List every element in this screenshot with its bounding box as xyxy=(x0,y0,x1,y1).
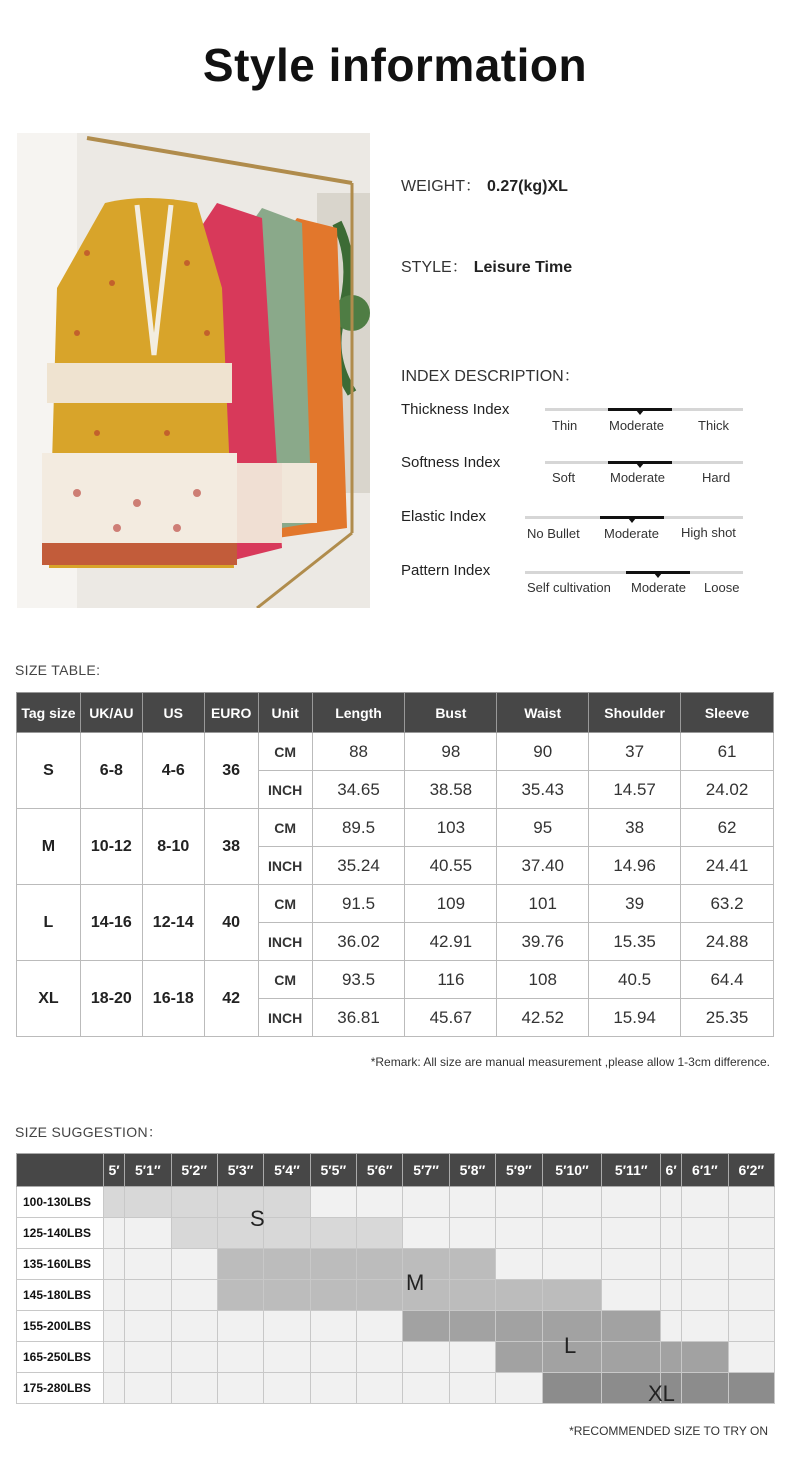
unit-cell: INCH xyxy=(258,847,312,885)
length-cell: 89.5 xyxy=(312,809,405,847)
height-header: 5′5″ xyxy=(310,1154,356,1187)
style-info xyxy=(401,254,572,277)
size-zone-cell-m xyxy=(449,1249,495,1280)
grid-cell xyxy=(104,1311,125,1342)
height-header: 6′ xyxy=(661,1154,682,1187)
grid-cell xyxy=(357,1373,403,1404)
unit-cell: CM xyxy=(258,961,312,999)
elastic-right: High shot xyxy=(681,525,736,540)
grid-cell xyxy=(217,1311,263,1342)
size-zone-cell-xl xyxy=(542,1373,602,1404)
size-zone-cell-l xyxy=(602,1342,661,1373)
size-zone-cell-s xyxy=(357,1218,403,1249)
pattern-marker xyxy=(654,573,662,578)
sleeve-cell: 63.2 xyxy=(681,885,774,923)
suggestion-header-row xyxy=(17,1154,775,1187)
height-header: 5′9″ xyxy=(496,1154,542,1187)
grid-cell xyxy=(682,1311,728,1342)
waist-cell: 39.76 xyxy=(497,923,589,961)
bust-cell: 103 xyxy=(405,809,497,847)
unit-cell: CM xyxy=(258,733,312,771)
sleeve-cell: 24.02 xyxy=(681,771,774,809)
unit-cell: CM xyxy=(258,809,312,847)
height-header: 5′1″ xyxy=(125,1154,171,1187)
grid-cell xyxy=(264,1311,310,1342)
grid-cell xyxy=(310,1373,356,1404)
table-row xyxy=(17,1280,775,1311)
height-header: 5′4″ xyxy=(264,1154,310,1187)
unit-cell: INCH xyxy=(258,923,312,961)
uk-cell: 10-12 xyxy=(80,809,142,885)
size-zone-cell-m xyxy=(357,1280,403,1311)
bust-cell: 42.91 xyxy=(405,923,497,961)
grid-cell xyxy=(542,1249,602,1280)
weight-label: WEIGHT： xyxy=(401,178,481,195)
table-row xyxy=(17,733,774,771)
grid-cell xyxy=(661,1187,682,1218)
header-shoulder: Shoulder xyxy=(589,693,681,733)
shoulder-cell: 38 xyxy=(589,809,681,847)
header-unit: Unit xyxy=(258,693,312,733)
grid-cell xyxy=(357,1342,403,1373)
size-zone-cell-s xyxy=(171,1218,217,1249)
style-value: Leisure Time xyxy=(473,259,573,276)
height-header: 5′3″ xyxy=(217,1154,263,1187)
header-uk-au: UK/AU xyxy=(80,693,142,733)
sleeve-cell: 64.4 xyxy=(681,961,774,999)
grid-cell xyxy=(661,1311,682,1342)
header-tag-size: Tag size xyxy=(17,693,81,733)
unit-cell: CM xyxy=(258,885,312,923)
page-title: Style information xyxy=(202,39,588,91)
product-photo xyxy=(17,133,370,608)
sleeve-cell: 24.41 xyxy=(681,847,774,885)
grid-cell xyxy=(602,1187,661,1218)
grid-cell xyxy=(125,1311,171,1342)
shoulder-cell: 15.35 xyxy=(589,923,681,961)
grid-cell xyxy=(728,1218,774,1249)
size-zone-cell-xl xyxy=(728,1373,774,1404)
size-zone-cell-l xyxy=(449,1311,495,1342)
waist-cell: 108 xyxy=(497,961,589,999)
length-cell: 91.5 xyxy=(312,885,405,923)
sleeve-cell: 24.88 xyxy=(681,923,774,961)
size-zone-cell-l xyxy=(403,1311,449,1342)
grid-cell xyxy=(661,1280,682,1311)
us-cell: 12-14 xyxy=(142,885,204,961)
size-zone-cell-s xyxy=(264,1218,310,1249)
grid-cell xyxy=(728,1249,774,1280)
grid-cell xyxy=(602,1280,661,1311)
size-zone-cell-m xyxy=(449,1280,495,1311)
elastic-marker xyxy=(628,518,636,523)
height-header: 6′1″ xyxy=(682,1154,728,1187)
grid-cell xyxy=(542,1187,602,1218)
size-zone-cell-xl xyxy=(682,1373,728,1404)
bust-cell: 116 xyxy=(405,961,497,999)
euro-cell: 36 xyxy=(204,733,258,809)
zone-label-m: M xyxy=(406,1270,425,1295)
waist-cell: 101 xyxy=(497,885,589,923)
index-description-title: INDEX DESCRIPTION： xyxy=(401,368,580,385)
shoulder-cell: 39 xyxy=(589,885,681,923)
waist-cell: 37.40 xyxy=(497,847,589,885)
style-label: STYLE： xyxy=(401,259,468,276)
euro-cell: 38 xyxy=(204,809,258,885)
header-bust: Bust xyxy=(405,693,497,733)
size-zone-cell-l xyxy=(602,1311,661,1342)
grid-cell xyxy=(449,1218,495,1249)
elastic-index-label: Elastic Index xyxy=(401,508,487,525)
shoulder-cell: 15.94 xyxy=(589,999,681,1037)
sleeve-cell: 62 xyxy=(681,809,774,847)
header-us: US xyxy=(142,693,204,733)
weight-label: 165-250LBS xyxy=(17,1342,104,1373)
softness-index-label: Softness Index xyxy=(401,454,501,471)
table-row xyxy=(17,1311,775,1342)
height-header: 5′10″ xyxy=(542,1154,602,1187)
bust-cell: 109 xyxy=(405,885,497,923)
size-zone-cell-s xyxy=(310,1218,356,1249)
grid-cell xyxy=(602,1218,661,1249)
recommended-footnote: *RECOMMENDED SIZE TO TRY ON xyxy=(569,1424,768,1438)
size-zone-cell-l xyxy=(682,1342,728,1373)
grid-cell xyxy=(449,1373,495,1404)
waist-cell: 42.52 xyxy=(497,999,589,1037)
grid-cell xyxy=(357,1187,403,1218)
size-zone-cell-m xyxy=(217,1249,263,1280)
grid-cell xyxy=(496,1187,542,1218)
uk-cell: 18-20 xyxy=(80,961,142,1037)
shoulder-cell: 14.57 xyxy=(589,771,681,809)
grid-cell xyxy=(264,1373,310,1404)
header-waist: Waist xyxy=(497,693,589,733)
grid-cell xyxy=(171,1311,217,1342)
grid-cell xyxy=(104,1342,125,1373)
length-cell: 36.81 xyxy=(312,999,405,1037)
size-zone-cell-s xyxy=(125,1187,171,1218)
height-header: 5′ xyxy=(104,1154,125,1187)
grid-cell xyxy=(171,1373,217,1404)
length-cell: 93.5 xyxy=(312,961,405,999)
length-cell: 34.65 xyxy=(312,771,405,809)
grid-cell xyxy=(310,1342,356,1373)
thickness-index-label: Thickness Index xyxy=(401,401,510,418)
length-cell: 36.02 xyxy=(312,923,405,961)
elastic-left: No Bullet xyxy=(527,526,580,541)
table-row xyxy=(17,809,774,847)
grid-cell xyxy=(403,1373,449,1404)
uk-cell: 14-16 xyxy=(80,885,142,961)
size-remark: *Remark: All size are manual measurement ,please allow 1-3cm difference. xyxy=(370,1055,770,1069)
shoulder-cell: 40.5 xyxy=(589,961,681,999)
grid-cell xyxy=(496,1373,542,1404)
pattern-left: Self cultivation xyxy=(527,580,611,595)
size-zone-cell-m xyxy=(310,1280,356,1311)
waist-cell: 35.43 xyxy=(497,771,589,809)
grid-cell xyxy=(357,1311,403,1342)
size-zone-cell-l xyxy=(496,1342,542,1373)
softness-left: Soft xyxy=(552,470,576,485)
height-header: 6′2″ xyxy=(728,1154,774,1187)
euro-cell: 42 xyxy=(204,961,258,1037)
size-zone-cell-l xyxy=(661,1342,682,1373)
grid-cell xyxy=(125,1342,171,1373)
size-table-title: SIZE TABLE: xyxy=(15,662,101,678)
grid-cell xyxy=(449,1187,495,1218)
shoulder-cell: 14.96 xyxy=(589,847,681,885)
tag-size-cell: M xyxy=(17,809,81,885)
grid-cell xyxy=(403,1342,449,1373)
size-table xyxy=(16,692,774,1037)
grid-cell xyxy=(602,1249,661,1280)
size-suggestion-title: SIZE SUGGESTION： xyxy=(15,1124,163,1140)
weight-label: 135-160LBS xyxy=(17,1249,104,1280)
weight-info xyxy=(401,173,568,196)
size-table-header-row xyxy=(17,693,774,733)
pattern-mid: Moderate xyxy=(631,580,686,595)
table-row xyxy=(17,1187,775,1218)
grid-cell xyxy=(496,1249,542,1280)
grid-cell xyxy=(682,1280,728,1311)
euro-cell: 40 xyxy=(204,885,258,961)
weight-value: 0.27(kg)XL xyxy=(487,178,568,195)
waist-cell: 95 xyxy=(497,809,589,847)
grid-cell xyxy=(682,1187,728,1218)
grid-cell xyxy=(403,1187,449,1218)
height-header: 5′6″ xyxy=(357,1154,403,1187)
weight-label: 145-180LBS xyxy=(17,1280,104,1311)
unit-cell: INCH xyxy=(258,771,312,809)
size-zone-cell-m xyxy=(357,1249,403,1280)
height-header: 5′7″ xyxy=(403,1154,449,1187)
waist-cell: 90 xyxy=(497,733,589,771)
thickness-marker xyxy=(636,410,644,415)
table-row xyxy=(17,1218,775,1249)
size-zone-cell-m xyxy=(264,1280,310,1311)
size-zone-cell-m xyxy=(217,1280,263,1311)
unit-cell: INCH xyxy=(258,999,312,1037)
shoulder-cell: 37 xyxy=(589,733,681,771)
size-zone-cell-m xyxy=(496,1280,542,1311)
size-zone-cell-s xyxy=(264,1187,310,1218)
grid-cell xyxy=(264,1342,310,1373)
grid-cell xyxy=(449,1342,495,1373)
table-row xyxy=(17,1342,775,1373)
softness-right: Hard xyxy=(702,470,731,485)
uk-cell: 6-8 xyxy=(80,733,142,809)
zone-label-xl: XL xyxy=(648,1381,675,1406)
grid-cell xyxy=(171,1342,217,1373)
grid-cell xyxy=(104,1373,125,1404)
thickness-left: Thin xyxy=(552,418,578,433)
grid-cell xyxy=(310,1311,356,1342)
size-zone-cell-m xyxy=(542,1280,602,1311)
size-zone-cell-s xyxy=(104,1187,125,1218)
size-zone-cell-s xyxy=(171,1187,217,1218)
grid-cell xyxy=(171,1249,217,1280)
grid-cell xyxy=(542,1218,602,1249)
weight-label: 125-140LBS xyxy=(17,1218,104,1249)
sleeve-cell: 61 xyxy=(681,733,774,771)
table-row xyxy=(17,961,774,999)
us-cell: 4-6 xyxy=(142,733,204,809)
bust-cell: 38.58 xyxy=(405,771,497,809)
table-row xyxy=(17,885,774,923)
tag-size-cell: S xyxy=(17,733,81,809)
zone-label-l: L xyxy=(564,1333,577,1358)
height-header: 5′11″ xyxy=(602,1154,661,1187)
grid-cell xyxy=(661,1249,682,1280)
grid-cell xyxy=(104,1218,125,1249)
grid-cell xyxy=(217,1342,263,1373)
grid-cell xyxy=(661,1218,682,1249)
weight-label: 155-200LBS xyxy=(17,1311,104,1342)
grid-cell xyxy=(682,1249,728,1280)
corner-cell xyxy=(17,1154,104,1187)
table-row xyxy=(17,1249,775,1280)
zone-label-s: S xyxy=(250,1206,265,1231)
tag-size-cell: L xyxy=(17,885,81,961)
thickness-right: Thick xyxy=(698,418,730,433)
elastic-mid: Moderate xyxy=(604,526,659,541)
tag-size-cell: XL xyxy=(17,961,81,1037)
grid-cell xyxy=(310,1187,356,1218)
header-sleeve: Sleeve xyxy=(681,693,774,733)
size-zone-cell-m xyxy=(310,1249,356,1280)
softness-marker xyxy=(636,463,644,468)
grid-cell xyxy=(682,1218,728,1249)
sleeve-cell: 25.35 xyxy=(681,999,774,1037)
size-zone-cell-m xyxy=(264,1249,310,1280)
pattern-index-label: Pattern Index xyxy=(401,562,491,579)
height-header: 5′2″ xyxy=(171,1154,217,1187)
bust-cell: 98 xyxy=(405,733,497,771)
grid-cell xyxy=(728,1187,774,1218)
softness-mid: Moderate xyxy=(610,470,665,485)
bust-cell: 40.55 xyxy=(405,847,497,885)
thickness-mid: Moderate xyxy=(609,418,664,433)
header-length: Length xyxy=(312,693,405,733)
grid-cell xyxy=(104,1280,125,1311)
grid-cell xyxy=(125,1280,171,1311)
length-cell: 88 xyxy=(312,733,405,771)
grid-cell xyxy=(496,1218,542,1249)
us-cell: 16-18 xyxy=(142,961,204,1037)
bust-cell: 45.67 xyxy=(405,999,497,1037)
pattern-right: Loose xyxy=(704,580,740,595)
weight-label: 100-130LBS xyxy=(17,1187,104,1218)
grid-cell xyxy=(728,1311,774,1342)
us-cell: 8-10 xyxy=(142,809,204,885)
size-zone-cell-l xyxy=(496,1311,542,1342)
grid-cell xyxy=(217,1373,263,1404)
grid-cell xyxy=(125,1249,171,1280)
grid-cell xyxy=(403,1218,449,1249)
grid-cell xyxy=(728,1342,774,1373)
size-suggestion-table xyxy=(16,1153,775,1404)
header-euro: EURO xyxy=(204,693,258,733)
grid-cell xyxy=(728,1280,774,1311)
weight-label: 175-280LBS xyxy=(17,1373,104,1404)
grid-cell xyxy=(125,1373,171,1404)
length-cell: 35.24 xyxy=(312,847,405,885)
grid-cell xyxy=(104,1249,125,1280)
grid-cell xyxy=(171,1280,217,1311)
grid-cell xyxy=(125,1218,171,1249)
height-header: 5′8″ xyxy=(449,1154,495,1187)
